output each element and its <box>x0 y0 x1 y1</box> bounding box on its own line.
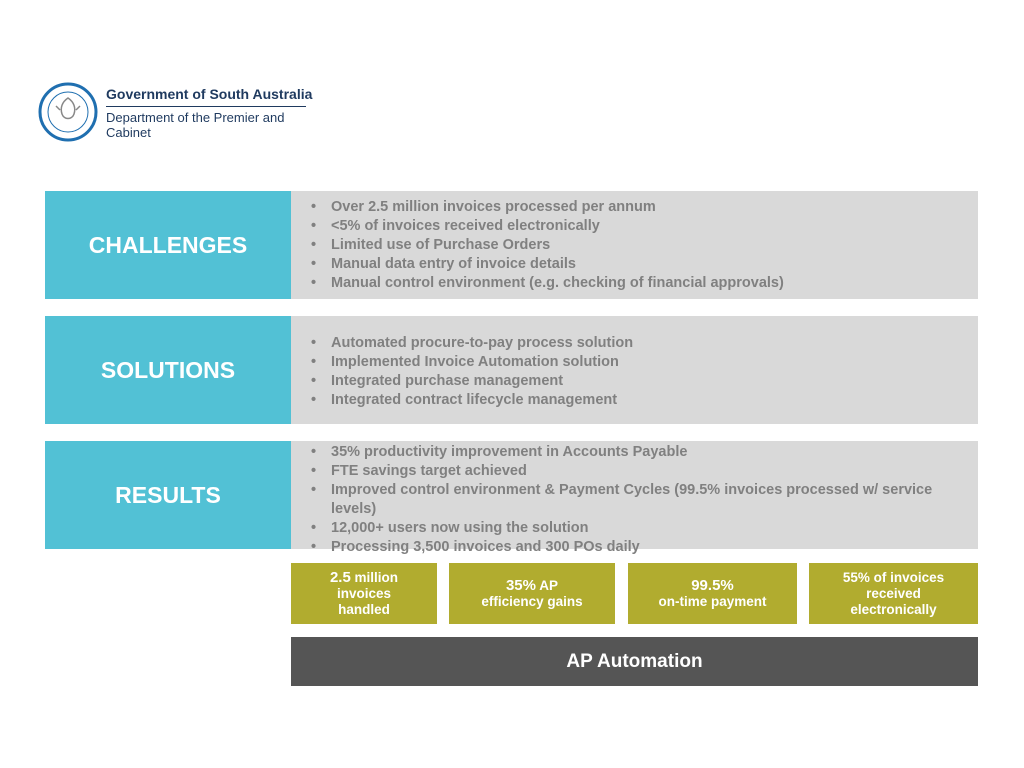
list-item <box>311 372 633 391</box>
stat-value: 2.5 <box>329 568 351 586</box>
list-item <box>311 274 784 293</box>
challenges-body <box>291 191 978 299</box>
stat-line <box>330 570 398 586</box>
stat-line: received <box>866 585 921 601</box>
stat-value: 99.5% <box>691 576 734 594</box>
bullet: • <box>311 275 317 291</box>
challenges-list <box>311 198 784 293</box>
bullet: • <box>311 539 317 555</box>
bullet: • <box>311 335 317 351</box>
list-item <box>311 353 633 372</box>
list-item-text: 35% productivity improvement in Accounts Payable <box>331 444 688 460</box>
ap-automation-banner: AP Automation <box>291 637 978 686</box>
solutions-section <box>45 316 978 424</box>
list-item <box>311 538 951 557</box>
bullet: • <box>311 218 317 234</box>
list-item <box>311 443 951 462</box>
bullet: • <box>311 199 317 215</box>
bullet: • <box>311 256 317 272</box>
list-item-text: Implemented Invoice Automation solution <box>331 354 619 370</box>
stat-line: 55% of invoices <box>842 569 945 585</box>
stat-invoices-handled <box>291 563 437 624</box>
stat-on-time-payment <box>628 563 797 624</box>
list-item-text: Processing 3,500 invoices and 300 POs daily <box>331 539 640 555</box>
list-item-text: Integrated contract lifecycle management <box>331 392 618 408</box>
stat-line: efficiency gains <box>481 593 583 609</box>
list-item-text: Manual data entry of invoice details <box>331 256 576 272</box>
results-label: RESULTS <box>45 441 291 549</box>
challenges-section <box>45 191 978 299</box>
org-name: Government of South Australia <box>106 86 313 102</box>
dept-name: Department of the Premier and Cabinet <box>106 110 285 140</box>
government-logo <box>38 82 318 144</box>
stat-electronic-invoices <box>809 563 978 624</box>
solutions-body <box>291 316 978 424</box>
list-item <box>311 255 784 274</box>
bullet: • <box>311 444 317 460</box>
list-item-text: Limited use of Purchase Orders <box>331 237 551 253</box>
org-divider <box>106 106 306 107</box>
list-item <box>311 519 951 538</box>
bullet: • <box>311 237 317 253</box>
south-australia-seal-icon <box>38 82 98 142</box>
list-item <box>311 462 951 481</box>
stat-unit: million <box>350 569 399 585</box>
list-item-text: FTE savings target achieved <box>331 463 527 479</box>
results-section <box>45 441 978 555</box>
bullet: • <box>311 482 317 498</box>
stat-efficiency-gains <box>449 563 615 624</box>
stat-line: handled <box>338 601 390 617</box>
list-item-text: Manual control environment (e.g. checking of financial approvals) <box>331 275 784 291</box>
stat-line: on-time payment <box>658 593 767 609</box>
bullet: • <box>311 354 317 370</box>
challenges-label: CHALLENGES <box>45 191 291 299</box>
list-item <box>311 391 633 410</box>
list-item-text: 12,000+ users now using the solution <box>331 520 589 536</box>
stat-line: invoices <box>336 585 392 601</box>
list-item-text: Over 2.5 million invoices processed per annum <box>331 199 656 215</box>
stat-value: 35% <box>505 576 536 594</box>
list-item-text: <5% of invoices received electronically <box>331 218 600 234</box>
bullet: • <box>311 520 317 536</box>
list-item <box>311 217 784 236</box>
results-body <box>291 441 978 555</box>
stat-line: electronically <box>850 601 937 617</box>
list-item <box>311 236 784 255</box>
stat-unit: AP <box>536 577 559 593</box>
bullet: • <box>311 392 317 408</box>
solutions-label: SOLUTIONS <box>45 316 291 424</box>
bullet: • <box>311 463 317 479</box>
list-item <box>311 481 951 519</box>
list-item <box>311 198 784 217</box>
list-item-text: Integrated purchase management <box>331 373 564 389</box>
solutions-list <box>311 334 633 410</box>
bullet: • <box>311 373 317 389</box>
stat-line <box>506 578 558 594</box>
list-item-text: Improved control environment & Payment Cycles (99.5% invoices processed w/ service levels) <box>331 482 933 517</box>
list-item <box>311 334 633 353</box>
list-item-text: Automated procure-to-pay process solution <box>331 335 634 351</box>
results-list <box>311 443 951 557</box>
